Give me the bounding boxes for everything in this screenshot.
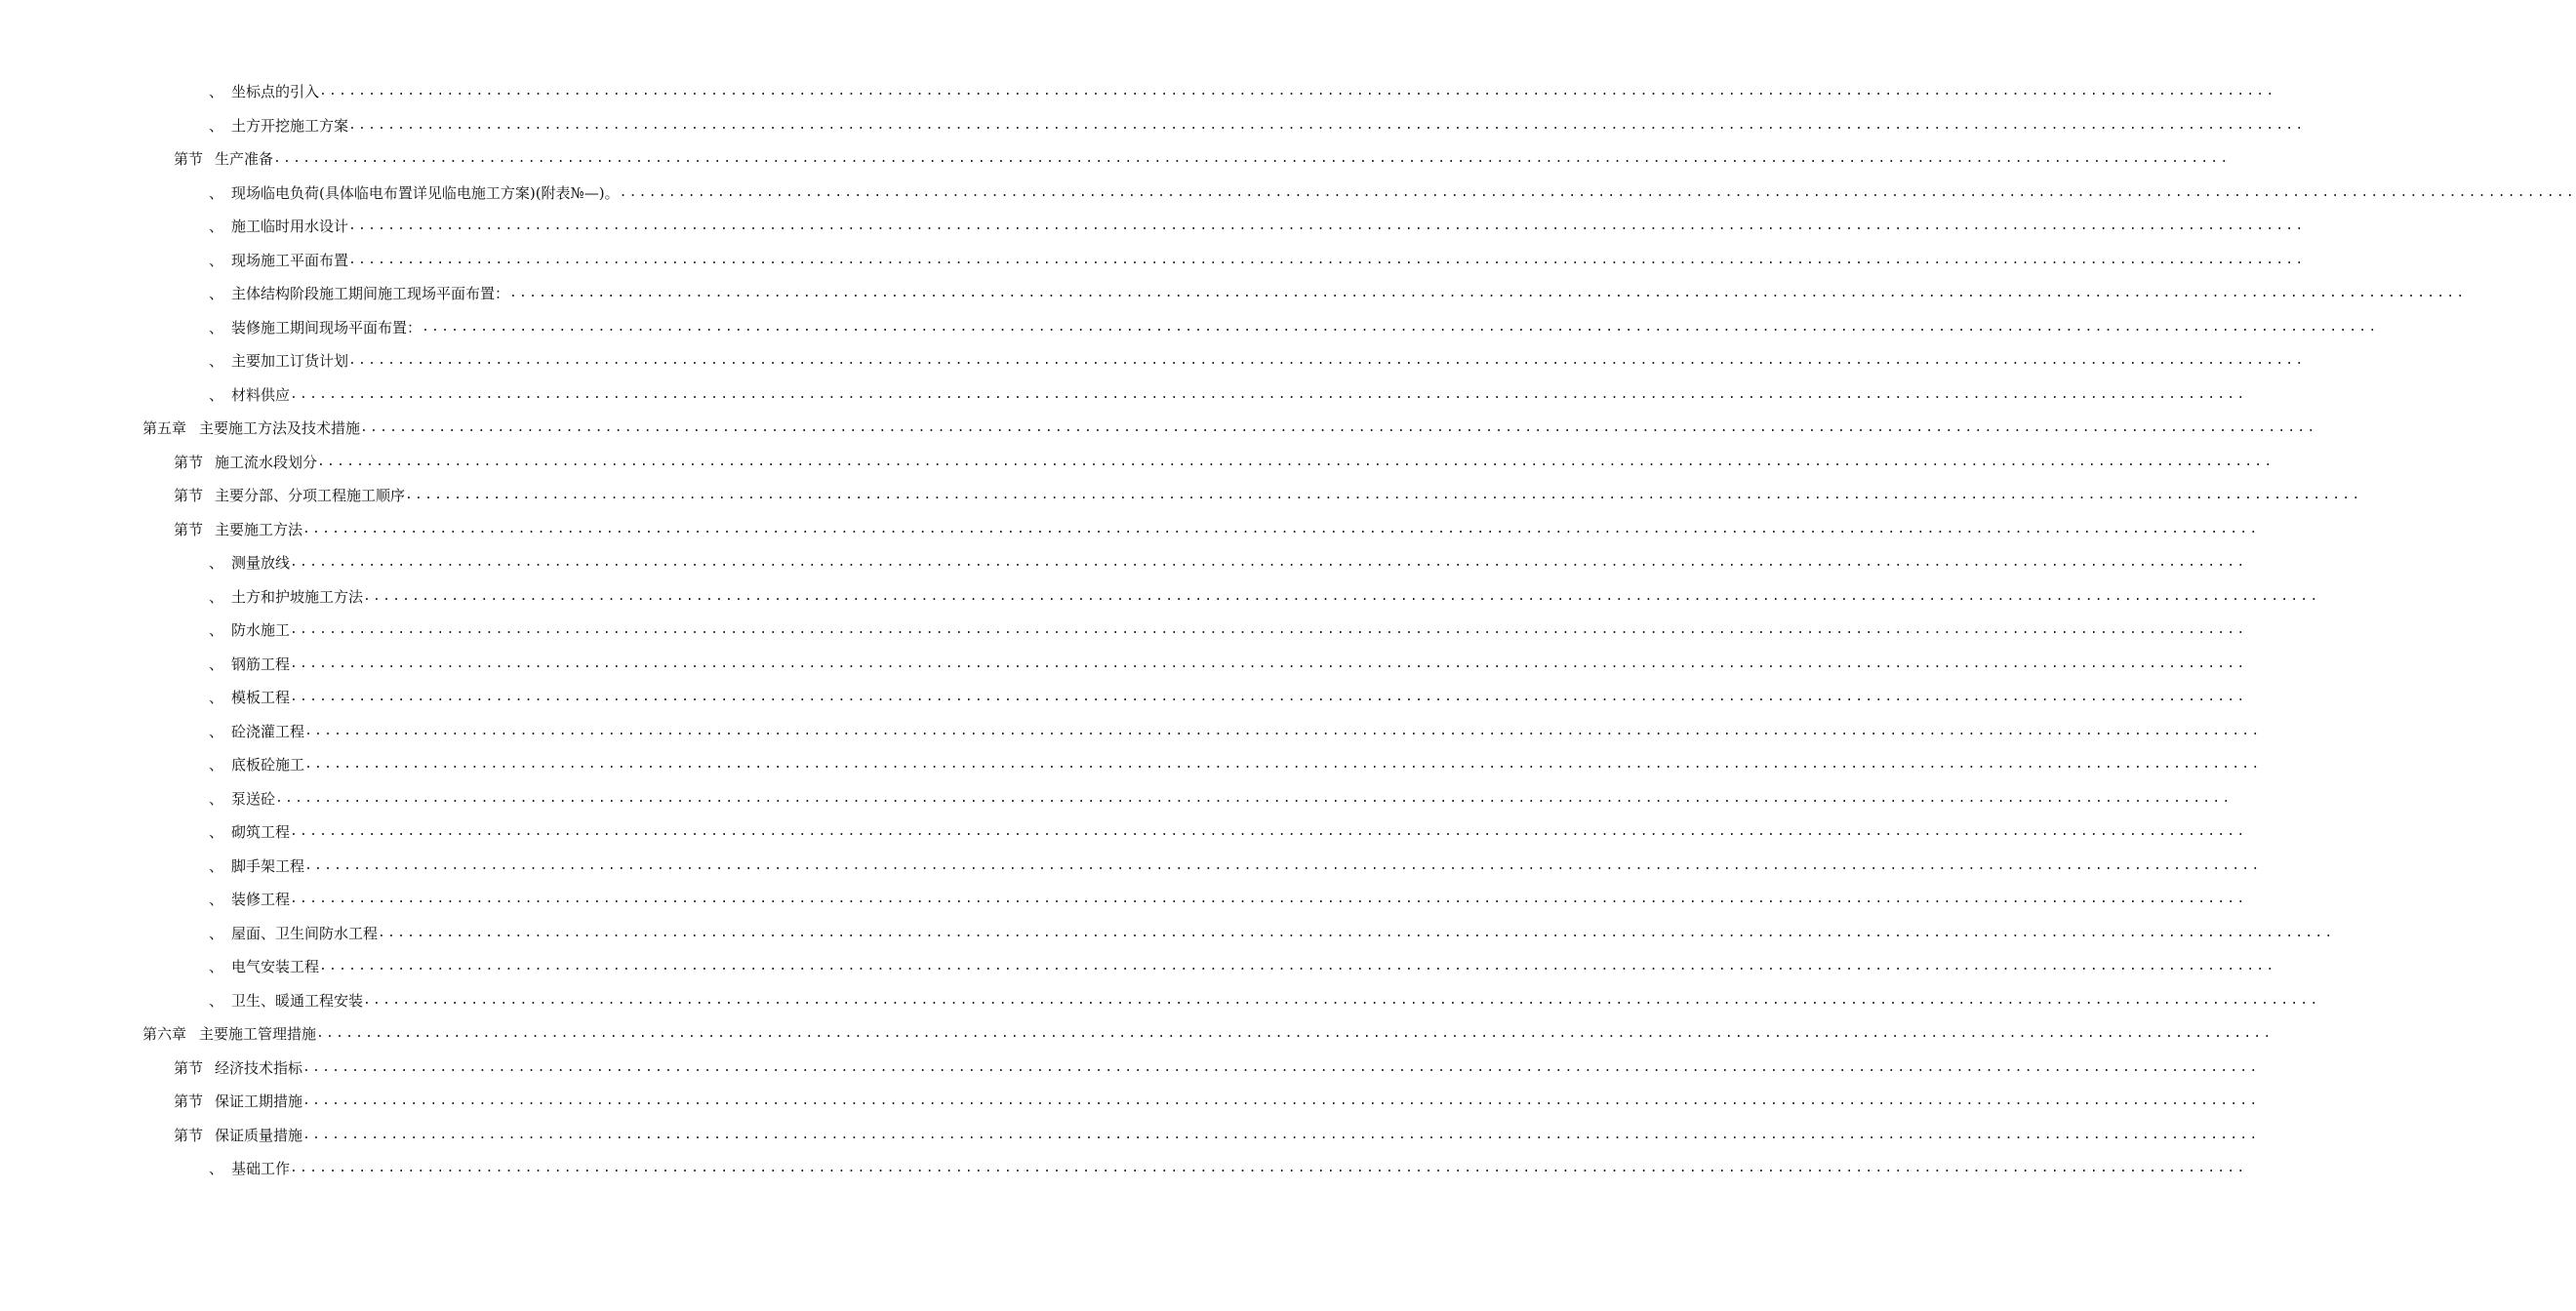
toc-entry-title: 主要加工订货计划 bbox=[231, 352, 349, 371]
toc-entry[interactable] bbox=[0, 344, 2306, 378]
toc-entry-title: 主要施工管理措施 bbox=[199, 1025, 317, 1044]
toc-dot-leader: ........................................................................................................................................................................................................ bbox=[290, 824, 2247, 840]
toc-entry-title: 模板工程 bbox=[231, 689, 291, 707]
toc-entry-number: 、 bbox=[209, 251, 224, 269]
toc-entry-number: 、 bbox=[209, 789, 224, 808]
toc-entry-number: 、 bbox=[209, 183, 224, 202]
toc-entry-title: 装修施工期间现场平面布置： bbox=[231, 318, 423, 337]
toc-dot-leader: ........................................................................................................................................................................................................ bbox=[348, 353, 2306, 369]
toc-dot-leader: ........................................................................................................................................................................................................ bbox=[319, 84, 2276, 99]
toc-entry-number: 、 bbox=[209, 554, 224, 573]
toc-entry-number: 、 bbox=[209, 722, 224, 740]
toc-entry[interactable] bbox=[0, 850, 2262, 884]
toc-entry[interactable] bbox=[0, 984, 2320, 1018]
toc-dot-leader: ........................................................................................................................................................................................................ bbox=[302, 521, 2260, 536]
toc-entry[interactable] bbox=[0, 1152, 2247, 1186]
toc-dot-leader: ........................................................................................................................................................................................................ bbox=[290, 1161, 2247, 1176]
toc-dot-leader: ........................................................................................................................................................................................................ bbox=[316, 1026, 2274, 1042]
toc-entry-number: 、 bbox=[209, 318, 224, 337]
toc-entry-title: 防水施工 bbox=[231, 621, 291, 640]
toc-entry-number: 、 bbox=[209, 1160, 224, 1178]
toc-entry[interactable] bbox=[0, 479, 2362, 513]
toc-dot-leader: ........................................................................................................................................................................................................ bbox=[319, 959, 2276, 974]
toc-entry-title: 主要施工方法 bbox=[215, 520, 303, 538]
toc-entry-number: 第节 bbox=[174, 453, 204, 471]
toc-entry[interactable] bbox=[0, 681, 2247, 715]
toc-entry[interactable] bbox=[0, 378, 2247, 413]
toc-entry-number: 第节 bbox=[174, 520, 204, 538]
toc-entry-title: 现场临电负荷(具体临电布置详见临电施工方案)(附表№—)。 bbox=[231, 183, 620, 202]
toc-entry[interactable] bbox=[0, 1085, 2260, 1119]
toc-dot-leader: ........................................................................................................................................................................................................ bbox=[275, 790, 2233, 806]
toc-entry-title: 基础工作 bbox=[231, 1160, 291, 1178]
toc-entry-title: 电气安装工程 bbox=[231, 958, 320, 976]
toc-entry[interactable] bbox=[0, 75, 2276, 109]
toc-entry-number: 、 bbox=[209, 285, 224, 303]
toc-dot-leader: ........................................................................................................................................................................................................ bbox=[348, 218, 2306, 234]
toc-entry[interactable] bbox=[0, 109, 2306, 143]
toc-entry-number: 、 bbox=[209, 83, 224, 101]
toc-entry[interactable] bbox=[0, 1119, 2260, 1153]
toc-entry-number: 第节 bbox=[174, 150, 204, 169]
toc-entry-number: 、 bbox=[209, 856, 224, 875]
toc-entry-title: 卫生、暖通工程安装 bbox=[231, 991, 364, 1010]
toc-dot-leader: ........................................................................................................................................................................................................ bbox=[290, 555, 2247, 571]
toc-entry[interactable] bbox=[0, 311, 2379, 345]
toc-entry-number: 、 bbox=[209, 587, 224, 606]
toc-entry[interactable] bbox=[0, 950, 2276, 984]
toc-entry-title: 砌筑工程 bbox=[231, 823, 291, 842]
toc-entry-title: 主要施工方法及技术措施 bbox=[199, 419, 361, 438]
toc-entry[interactable] bbox=[0, 748, 2262, 782]
toc-entry-title: 经济技术指标 bbox=[215, 1058, 303, 1077]
toc-entry-title: 坐标点的引入 bbox=[231, 83, 320, 101]
toc-entry-number: 第节 bbox=[174, 1058, 204, 1077]
toc-dot-leader: ........................................................................................................................................................................................................ bbox=[317, 454, 2274, 469]
toc-dot-leader: ........................................................................................................................................................................................................ bbox=[302, 1093, 2260, 1109]
toc-entry-number: 、 bbox=[209, 689, 224, 707]
table-of-contents bbox=[0, 75, 2576, 1186]
toc-dot-leader: ........................................................................................................................................................................................................ bbox=[348, 117, 2306, 133]
toc-entry-number: 第节 bbox=[174, 487, 204, 505]
toc-dot-leader: ........................................................................................................................................................................................................ bbox=[304, 757, 2262, 773]
toc-dot-leader: ........................................................................................................................................................................................................ bbox=[290, 622, 2247, 638]
toc-entry-number: 、 bbox=[209, 924, 224, 942]
toc-dot-leader: ........................................................................................................................................................................................................ bbox=[302, 1127, 2260, 1142]
toc-entry-number: 、 bbox=[209, 621, 224, 640]
toc-dot-leader: ........................................................................................................................................................................................................ bbox=[304, 857, 2262, 873]
toc-entry-title: 砼浇灌工程 bbox=[231, 722, 305, 740]
toc-dot-leader: ........................................................................................................................................................................................................ bbox=[509, 286, 2467, 301]
toc-dot-leader: ........................................................................................................................................................................................................ bbox=[360, 420, 2317, 436]
toc-entry[interactable] bbox=[0, 883, 2247, 917]
toc-dot-leader: ........................................................................................................................................................................................................ bbox=[619, 184, 2576, 200]
toc-entry-number: 、 bbox=[209, 352, 224, 371]
toc-entry-number: 、 bbox=[209, 891, 224, 909]
toc-entry-title: 装修工程 bbox=[231, 891, 291, 909]
toc-dot-leader: ........................................................................................................................................................................................................ bbox=[290, 690, 2247, 705]
toc-dot-leader: ........................................................................................................................................................................................................ bbox=[290, 892, 2247, 907]
toc-entry-title: 施工流水段划分 bbox=[215, 453, 318, 471]
toc-entry-number: 、 bbox=[209, 218, 224, 236]
toc-dot-leader: ........................................................................................................................................................................................................ bbox=[348, 252, 2306, 267]
toc-entry[interactable] bbox=[0, 1017, 2274, 1052]
toc-dot-leader: ........................................................................................................................................................................................................ bbox=[405, 488, 2362, 503]
toc-entry-number: 、 bbox=[209, 385, 224, 404]
toc-entry-title: 泵送砼 bbox=[231, 789, 276, 808]
toc-entry[interactable] bbox=[0, 412, 2317, 446]
toc-entry[interactable] bbox=[0, 917, 2335, 951]
toc-entry-title: 保证质量措施 bbox=[215, 1126, 303, 1144]
toc-entry[interactable] bbox=[0, 142, 2231, 177]
toc-entry-title: 土方开挖施工方案 bbox=[231, 116, 349, 135]
toc-entry[interactable] bbox=[0, 1052, 2260, 1086]
toc-entry-title: 底板砼施工 bbox=[231, 756, 305, 775]
toc-dot-leader: ........................................................................................................................................................................................................ bbox=[378, 925, 2335, 940]
toc-entry-number: 、 bbox=[209, 116, 224, 135]
toc-dot-leader: ........................................................................................................................................................................................................ bbox=[290, 386, 2247, 402]
toc-entry-number: 第六章 bbox=[142, 1025, 187, 1044]
toc-entry-title: 生产准备 bbox=[215, 150, 274, 169]
toc-entry-title: 脚手架工程 bbox=[231, 856, 305, 875]
toc-entry-number: 、 bbox=[209, 958, 224, 976]
toc-dot-leader: ........................................................................................................................................................................................................ bbox=[290, 656, 2247, 671]
toc-entry[interactable] bbox=[0, 244, 2306, 278]
toc-entry-number: 第节 bbox=[174, 1092, 204, 1111]
toc-entry-number: 第节 bbox=[174, 1126, 204, 1144]
toc-entry-title: 施工临时用水设计 bbox=[231, 218, 349, 236]
toc-entry-title: 现场施工平面布置 bbox=[231, 251, 349, 269]
toc-entry-number: 、 bbox=[209, 756, 224, 775]
toc-entry[interactable] bbox=[0, 446, 2274, 480]
toc-entry[interactable] bbox=[0, 513, 2260, 547]
toc-entry-title: 钢筋工程 bbox=[231, 655, 291, 673]
toc-entry-title: 保证工期措施 bbox=[215, 1092, 303, 1111]
toc-entry[interactable] bbox=[0, 782, 2233, 816]
toc-entry[interactable] bbox=[0, 546, 2247, 580]
toc-entry-title: 测量放线 bbox=[231, 554, 291, 573]
toc-entry-title: 土方和护坡施工方法 bbox=[231, 587, 364, 606]
toc-entry[interactable] bbox=[0, 210, 2306, 244]
toc-entry[interactable] bbox=[0, 815, 2247, 850]
toc-entry-number: 、 bbox=[209, 991, 224, 1010]
toc-entry-title: 材料供应 bbox=[231, 385, 291, 404]
toc-entry[interactable] bbox=[0, 580, 2320, 615]
toc-entry-title: 屋面、卫生间防水工程 bbox=[231, 924, 379, 942]
toc-entry-title: 主体结构阶段施工期间施工现场平面布置： bbox=[231, 285, 510, 303]
toc-dot-leader: ........................................................................................................................................................................................................ bbox=[363, 588, 2320, 604]
toc-entry-number: 第五章 bbox=[142, 419, 187, 438]
toc-entry[interactable] bbox=[0, 715, 2262, 749]
toc-entry-title: 主要分部、分项工程施工顺序 bbox=[215, 487, 406, 505]
toc-entry[interactable] bbox=[0, 648, 2247, 682]
toc-entry[interactable] bbox=[0, 277, 2467, 311]
toc-dot-leader: ........................................................................................................................................................................................................ bbox=[302, 1059, 2260, 1075]
toc-entry-number: 、 bbox=[209, 655, 224, 673]
toc-dot-leader: ........................................................................................................................................................................................................ bbox=[363, 992, 2320, 1008]
toc-dot-leader: ........................................................................................................................................................................................................ bbox=[422, 319, 2379, 335]
toc-entry[interactable] bbox=[0, 177, 2576, 211]
toc-dot-leader: ........................................................................................................................................................................................................ bbox=[273, 151, 2231, 167]
toc-entry-number: 、 bbox=[209, 823, 224, 842]
toc-entry[interactable] bbox=[0, 614, 2247, 648]
toc-dot-leader: ........................................................................................................................................................................................................ bbox=[304, 723, 2262, 738]
